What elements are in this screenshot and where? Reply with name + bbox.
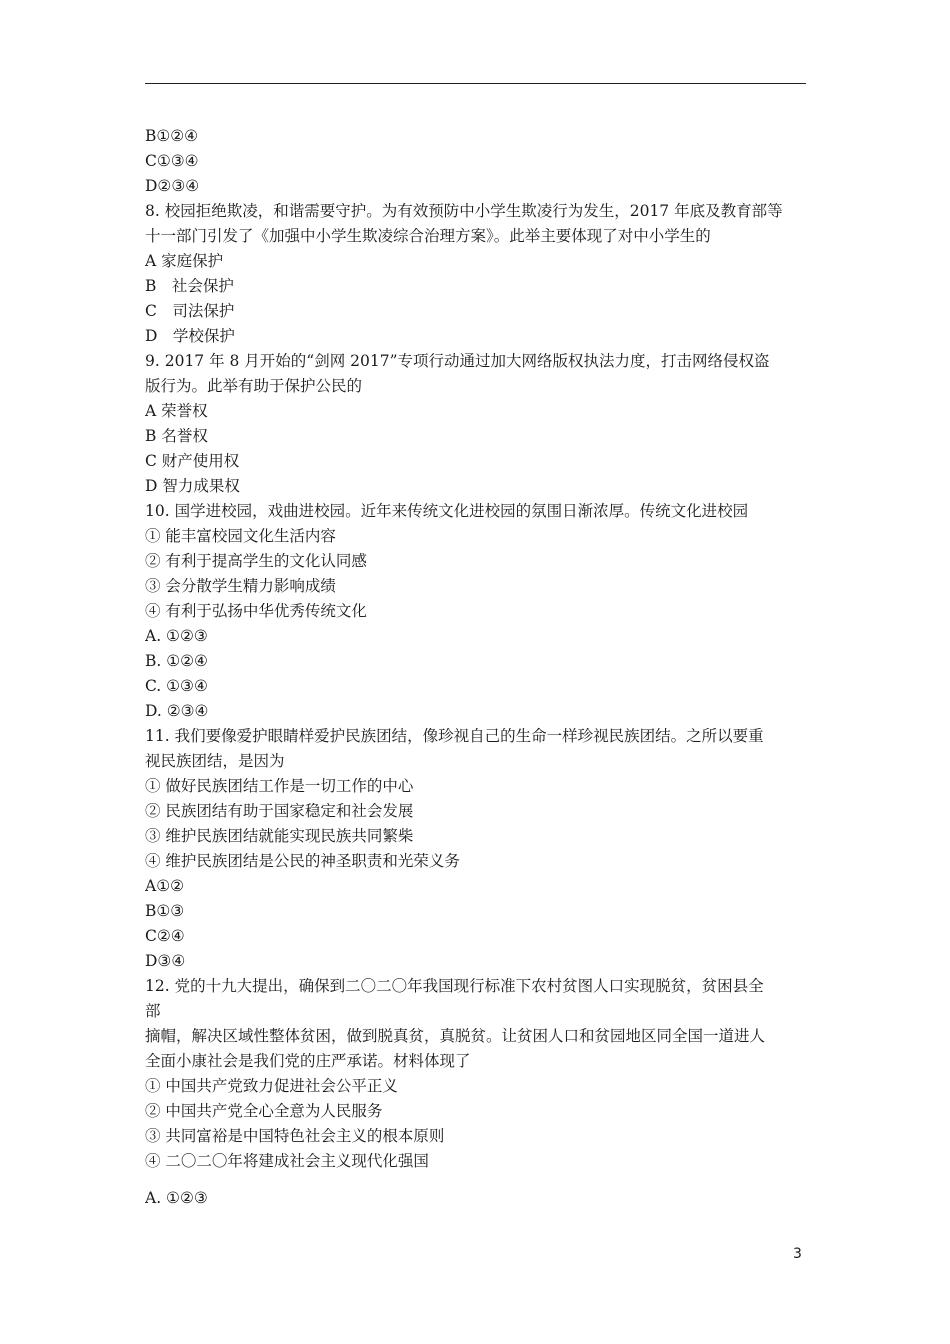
question-11-statement: ④ 维护民族团结是公民的神圣职责和光荣义务 [145,852,460,870]
question-12-stem: 12. 党的十九大提出，确保到二〇二〇年我国现行标准下农村贫图人口实现脱贫，贫困县全 [145,977,764,995]
question-9-option-c: C 财产使用权 [145,452,240,470]
question-11-statement: ③ 维护民族团结就能实现民族共同繁柴 [145,827,414,845]
question-12-statement: ② 中国共产党全心全意为人民服务 [145,1102,383,1120]
question-9-stem-cont: 版行为。此举有助于保护公民的 [145,377,363,395]
question-11-option-b: B①③ [145,902,185,920]
question-10-statement: ① 能丰富校园文化生活内容 [145,527,336,545]
question-12-stem-cont: 部 [145,1002,161,1020]
question-8-option-c: C 司法保护 [145,302,235,320]
question-8-stem-cont: 十一部门引发了《加强中小学生欺凌综合治理方案》。此举主要体现了对中小学生的 [145,227,711,245]
question-11-option-c: C②④ [145,927,185,945]
question-11-option-d: D③④ [145,952,186,970]
question-10-stem: 10. 国学进校园，戏曲进校园。近年来传统文化进校园的氛围日渐浓厚。传统文化进校园 [145,502,749,520]
question-8-option-d: D 学校保护 [145,327,235,345]
page-number: 3 [793,1246,802,1262]
question-9-option-a: A 荣誉权 [145,402,208,420]
text-line: D②③④ [145,177,200,195]
question-11-stem-cont: 视民族团结，是因为 [145,752,285,770]
question-12-stem-cont: 摘帽，解决区域性整体贫困，做到脱真贫，真脱贫。让贫困人口和贫园地区同全国一道进人 [145,1027,766,1045]
question-9-stem: 9. 2017 年 8 月开始的“剑网 2017”专项行动通过加大网络版权执法力度，打击网络侵权盗 [145,352,770,370]
question-11-option-a: A①② [145,877,184,895]
question-12-statement: ③ 共同富裕是中国特色社会主义的根本原则 [145,1127,445,1145]
header-rule [145,83,806,84]
question-8-stem: 8. 校园拒绝欺凌，和谐需要守护。为有效预防中小学生欺凌行为发生，2017 年底及教育部等 [145,202,783,220]
document-body [145,124,808,1211]
question-11-stem: 11. 我们要像爱护眼睛样爱护民族团结，像珍视自己的生命一样珍视民族团结。之所以要重 [145,727,764,745]
question-10-option-a: A. ①②③ [145,627,208,645]
question-10-option-d: D. ②③④ [145,702,209,720]
text-line: B①②④ [145,127,199,145]
question-10-option-c: C. ①③④ [145,677,208,695]
question-10-statement: ④ 有利于弘扬中华优秀传统文化 [145,602,367,620]
question-10-option-b: B. ①②④ [145,652,208,670]
question-8-option-b: B 社会保护 [145,277,234,295]
question-12-stem-cont: 全面小康社会是我们党的庄严承诺。材料体现了 [145,1052,471,1070]
question-10-statement: ② 有利于提高学生的文化认同感 [145,552,367,570]
question-10-statement: ③ 会分散学生精力影响成绩 [145,577,336,595]
text-line: C①③④ [145,152,199,170]
question-12-option-a: A. ①②③ [145,1189,208,1207]
question-9-option-d: D 智力成果权 [145,477,240,495]
question-9-option-b: B 名誉权 [145,427,208,445]
question-8-option-a: A 家庭保护 [145,252,224,270]
question-11-statement: ① 做好民族团结工作是一切工作的中心 [145,777,414,795]
question-12-statement: ① 中国共产党致力促进社会公平正义 [145,1077,398,1095]
question-12-statement: ④ 二〇二〇年将建成社会主义现代化强国 [145,1152,429,1170]
question-11-statement: ② 民族团结有助于国家稳定和社会发展 [145,802,414,820]
